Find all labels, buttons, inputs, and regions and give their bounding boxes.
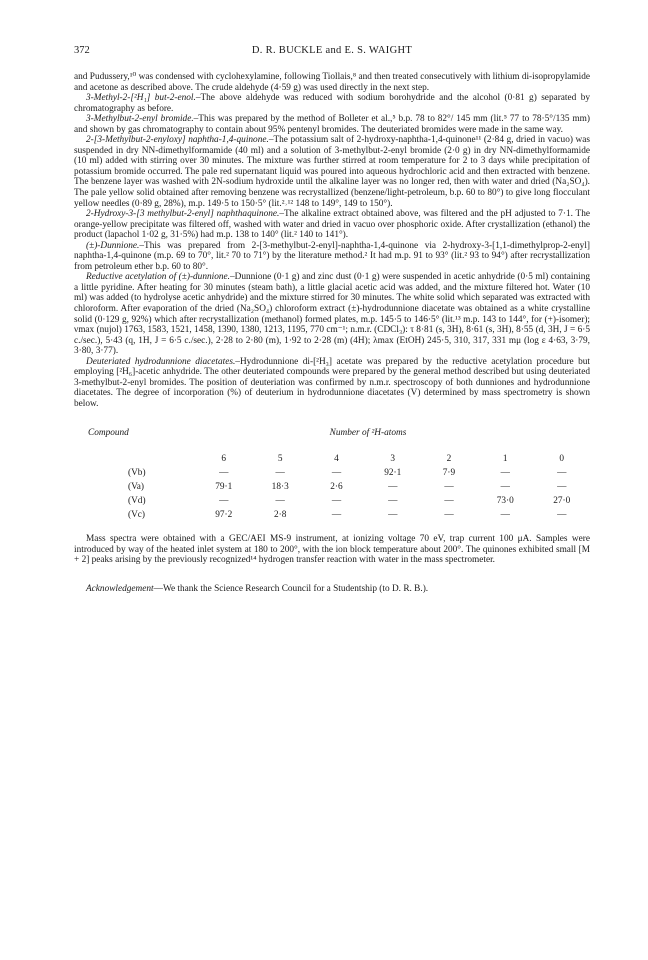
column-header: 0 (559, 453, 565, 464)
paragraph-continuation: and Pudussery,¹⁰ was condensed with cyclohexylamine, following Tiollais,⁸ and then treated consecutively with lithium di-isopropylamide and acetone as described above. The crude aldehyde (4·59 g) was used directly in the next step. (74, 72, 590, 93)
paragraph-butenol (74, 93, 590, 114)
column-header: 2 (446, 453, 452, 464)
table-cell: 2·8 (273, 509, 287, 520)
column-header: 1 (502, 453, 508, 464)
column-header: 6 (221, 453, 227, 464)
table-row (122, 466, 590, 480)
table-cell: 7·9 (442, 467, 456, 478)
paragraph-text: –This was prepared by the method of Bolleter et al.,⁵ b.p. 78 to 82°/ 145 mm (lit.⁵ 77 to 78·5°/135 mm) and shown by gas chromatography to contain about 95% pentenyl bromides. The deuteriated bromides were made in the same way. (74, 114, 590, 135)
paragraph-reductive-acetylation (74, 272, 590, 356)
paragraph-text: –The alkaline extract obtained above, was filtered and the pH adjusted to 7·1. The orange-yellow precipitate was filtered off, washed with water and dried in vacuo over phosphoric oxide. After crystallization (ethanol) the product (lapachol 1·02 g, 31·5%) had m.p. 138 to 140° (lit.² 140 to 141°). (74, 209, 591, 241)
table-header-atoms: Number of ²H-atoms (329, 427, 407, 438)
table-row (122, 480, 590, 494)
paragraph-dunnione (74, 241, 590, 273)
row-label: (Vd) (128, 495, 146, 506)
table-cell: — (388, 481, 398, 492)
table-row (122, 494, 590, 508)
table-cell: 92·1 (384, 467, 402, 478)
paragraph-enyloxy-naphthaquinone (74, 135, 590, 209)
acknowledgement-text: —We thank the Science Research Council for a Studentship (to D. R. B.). (153, 583, 429, 594)
section-heading-bromide: 3-Methylbut-2-enyl bromide. (86, 114, 194, 125)
table-column-headers (122, 452, 590, 466)
paragraph-bromide (74, 114, 590, 135)
table-cell: 79·1 (215, 481, 233, 492)
table-cell: — (444, 481, 454, 492)
running-head-authors: D. R. BUCKLE and E. S. WAIGHT (251, 45, 413, 56)
table-cell: — (219, 467, 229, 478)
section-heading-hydroxy: 2-Hydroxy-3-[3 methylbut-2-enyl] naphthaquinone. (86, 209, 280, 220)
paragraph-text: –The potassium salt of 2-hydroxy-naphtha-1,4-quinone¹¹ (2·84 g, dried in vacuo) was suspended in dry NN-dimethylformamide (40 ml) and a solution of 3-methylbut-2-enyl bromide (2·0 g) in dry NN-dimethylformamide (10 ml) added with stirring over 30 minutes. The mixture was further stirred at room temperature for 2 to 3 days while precipitation of potassium bromide occurred. The pale red supernatant liquid was poured into aqueous hydrochloric acid and then extracted with benzene. The benzene layer was washed with 2N-sodium hydroxide until the alkaline layer was no longer red, then with water and dried (Na₂SO₄). The pale yellow solid obtained after removing benzene was recrystallized (benzene/light-petroleum, b.p. 60 to 80°) to give long flocculant yellow needles (0·89 g, 28%), m.p. 149·5 to 150·5° (lit.²˒¹² 148 to 149°, 149 to 150°). (74, 135, 591, 209)
section-heading-acetylation: Reductive acetylation of (±)-dunnione. (86, 272, 230, 283)
table-cell: — (444, 509, 454, 520)
table-cell: 97·2 (215, 509, 233, 520)
row-label: (Va) (128, 481, 145, 492)
table-cell: — (500, 481, 510, 492)
section-heading-deuteriated: Deuteriated hydrodunnione diacetates. (86, 356, 236, 367)
deuterium-table (74, 428, 590, 523)
table-cell: — (331, 509, 342, 520)
paragraph-deuteriated (74, 357, 590, 410)
table-cell: — (388, 509, 398, 520)
table-cell: — (275, 495, 285, 506)
acknowledgement-heading: Acknowledgement (86, 583, 154, 594)
article-body (74, 72, 590, 594)
table-cell: 73·0 (496, 495, 514, 506)
column-header: 4 (334, 453, 339, 464)
table-cell: — (557, 509, 567, 520)
table-cell: — (500, 467, 510, 478)
row-label: (Vb) (128, 467, 146, 478)
column-header: 3 (390, 453, 396, 464)
table-cell: — (557, 467, 567, 478)
table-cell: — (388, 495, 398, 506)
section-heading-dunnione: (±)-Dunnione. (86, 240, 140, 251)
paragraph-text: –Dunnione (0·1 g) and zinc dust (0·1 g) were suspended in acetic anhydride (0·5 ml) containing a little pyridine. After heating for 30 minutes (steam bath), a little glacial acetic acid was added, and the mixture filtered hot. Water (10 ml) was added (to hydrolyse acetic anhydride) and the mixture stirred for 30 minutes. The white solid which separated was extracted with chloroform. After evaporation of the dried (Na₂SO₄) chloroform extract (±)-hydrodunnione diacetate was obtained as a white crystalline solid (0·129 g, 92%) which after recrystallization (methanol) formed plates, m.p. 145·5 to 146·5° (lit.¹³ m.p. 143 to 144°, for (+)-isomer); νmax (nujol) 1763, 1583, 1521, 1458, 1390, 1380, 1213, 1195, 770 cm⁻¹; n.m.r. (CDCl₃): τ 8·81 (s, 3H), 8·61 (s, 3H), 8·55 (d, 3H, J = 6·5 c./sec.), 5·43 (q, 1H, J = 6·5 c./sec.), 2·28 to 2·80 (m), 1·92 to 2·28 (m) (4H); λmax (EtOH) 245·5, 310, 317, 331 mμ (log ε 4·63, 3·79, 3·80, 3·77). (74, 272, 590, 357)
table-cell: — (557, 481, 567, 492)
table-cell: — (331, 495, 342, 506)
table-row (122, 508, 590, 522)
table-cell: 18·3 (271, 481, 289, 492)
table-cell: 27·0 (553, 495, 571, 506)
acknowledgement (74, 584, 590, 595)
table-cell (122, 452, 196, 466)
table-cell: — (331, 467, 342, 478)
row-label: (Vc) (128, 509, 146, 520)
paragraph-mass-spectra: Mass spectra were obtained with a GEC/AEI MS-9 instrument, at ionizing voltage 70 eV, trap current 100 μA. Samples were introduced by way of the heated inlet system at 180 to 200°, with the ion block temperature about 200°. The quinones exhibited small [M + 2] peaks arising by the previously recognized¹⁴ hydrogen transfer reaction with water in the mass spectrometer. (74, 534, 590, 566)
paragraph-hydroxy-naphthaquinone (74, 209, 590, 241)
table-header-compound: Compound (88, 427, 129, 438)
paragraph-text: –The above aldehyde was reduced with sodium borohydride and the alcohol (0·81 g) separated by chromatography as before. (74, 93, 590, 114)
column-header: 5 (277, 453, 283, 464)
table-cell: — (219, 495, 229, 506)
table-body (122, 452, 590, 522)
page-number: 372 (74, 45, 90, 56)
table-header-row (74, 428, 590, 439)
table-cell: — (275, 467, 285, 478)
running-head (74, 45, 590, 59)
paragraph-text: –This was prepared from 2-[3-methylbut-2-enyl]-naphtha-1,4-quinone via 2-hydroxy-3-[1,1-dimethylprop-2-enyl] naphtha-1,4-quinone (m.p. 69 to 70°, lit.² 70 to 71°) by the literature method.² It had m.p. 91 to 93° (lit.² 93 to 94°) after recrystallization from petroleum ether b.p. 60 to 80°. (74, 240, 590, 272)
table-cell: 2·6 (330, 481, 343, 492)
table-cell: — (500, 509, 510, 520)
table-cell: — (444, 495, 454, 506)
paragraph-text: –Hydrodunnione di-[²H₃] acetate was prepared by the reductive acetylation procedure but employing [²H₆]-acetic anhydride. The other deuteriated compounds were prepared by the general method described but using deuteriated 3-methylbut-2-enyl bromides. The position of deuteriation was confirmed by n.m.r. spectroscopy of both dunniones and hydrodunnione diacetates. The degree of incorporation (%) of deuterium in hydrodunnione diacetates (V) determined by mass spectrometry is shown below. (74, 356, 590, 409)
section-heading-enyloxy: 2-[3-Methylbut-2-enyloxy] naphtha-1,4-quinone. (86, 135, 269, 146)
section-heading-butenol: 3-Methyl-2-[²H₁] but-2-enol. (86, 93, 196, 104)
spacer (74, 566, 590, 584)
